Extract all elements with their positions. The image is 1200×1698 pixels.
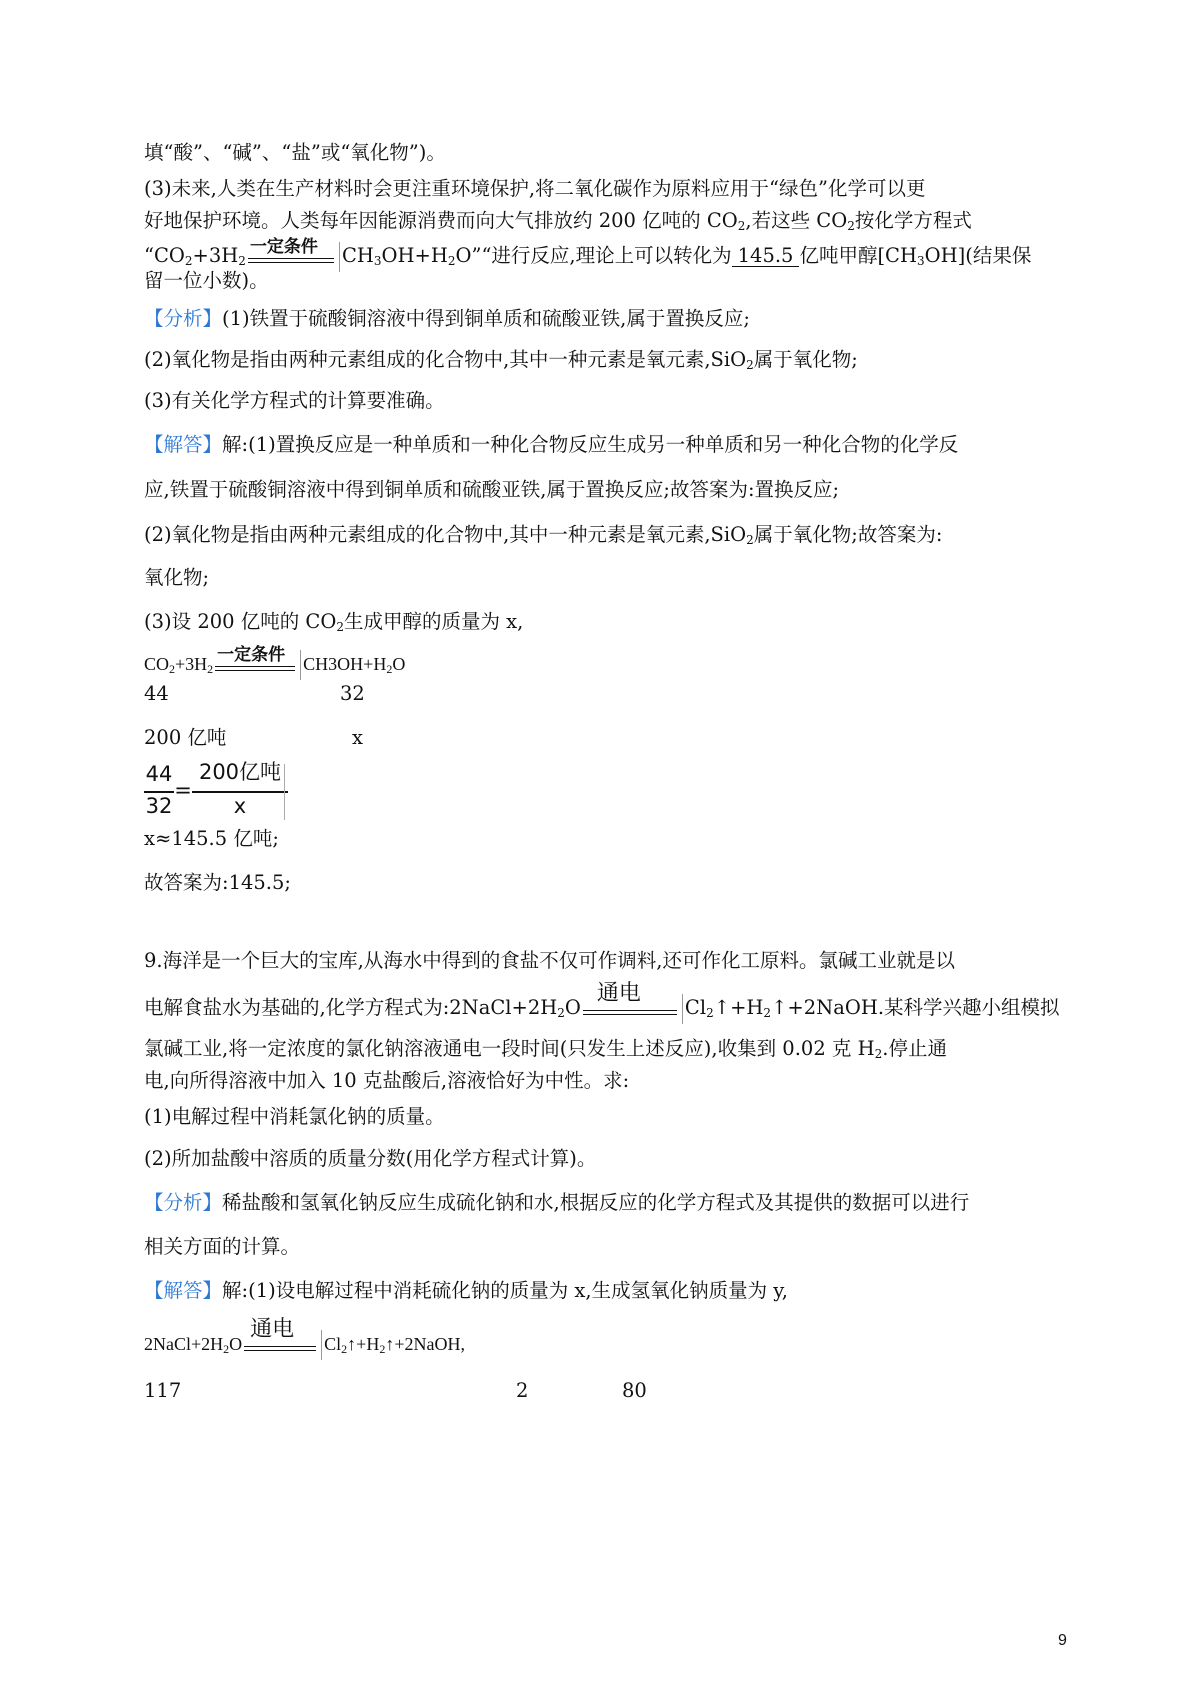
mass-value: x	[352, 726, 363, 749]
solution-line: (2)氧化物是指由两种元素组成的化合物中,其中一种元素是氧元素,SiO$_2$属于氧化物;故答案为:	[144, 523, 943, 547]
reaction-condition-arrow: 一定条件	[215, 646, 301, 682]
text-line: 填“酸”、“碱”、“盐”或“氧化物”)。	[144, 141, 446, 164]
mass-ratio: 32	[340, 682, 365, 705]
solution-line: 氧化物;	[144, 566, 210, 589]
answer-blank: 145.5	[732, 246, 800, 267]
solution-line: (3)设 200 亿吨的 $CO_2$生成甲醇的质量为 x,	[144, 610, 524, 634]
page-number: 9	[1058, 1632, 1067, 1649]
equation-line: $CO_2+3H_2$ 一定条件 $CH3OH+H_2O$	[144, 646, 405, 682]
mass-ratio: 44	[144, 682, 169, 705]
question-9-part: (2)所加盐酸中溶质的质量分数(用化学方程式计算)。	[144, 1147, 597, 1170]
question-9-line: 电解食盐水为基础的,化学方程式为$:2NaCl+2H_2O$ 通电 $Cl_2↑+H_2↑+2NaOH$.某科学兴趣小组模拟	[144, 990, 1060, 1026]
question-9-line: 氯碱工业,将一定浓度的氯化钠溶液通电一段时间(只发生上述反应),收集到 0.02 克 $H_2$.停止通	[144, 1037, 947, 1061]
mass-ratio: 80	[622, 1379, 647, 1402]
result-line: 故答案为:145.5;	[144, 871, 291, 894]
question-9-line: 9.海洋是一个巨大的宝库,从海水中得到的食盐不仅可作调料,还可作化工原料。氯碱工业就是以	[144, 949, 956, 972]
solution-line: 应,铁置于硫酸铜溶液中得到铜单质和硫酸亚铁,属于置换反应;故答案为:置换反应;	[144, 478, 840, 501]
text-line: 好地保护环境。人类每年因能源消费而向大气排放约 200 亿吨的 $CO_2$,若这些 $CO_2$按化学方程式	[144, 209, 972, 233]
mass-ratio: 2	[516, 1379, 529, 1402]
solution-tag: 【解答】	[144, 1279, 223, 1302]
mass-ratio: 117	[144, 1379, 182, 1402]
solution-tag: 【解答】	[144, 433, 223, 456]
solution-line: 【解答】解:(1)设电解过程中消耗硫化钠的质量为 x,生成氢氧化钠质量为 y,	[144, 1279, 788, 1302]
analysis-tag: 【分析】	[144, 307, 223, 330]
electrolysis-arrow: 通电	[244, 1326, 322, 1362]
analysis-tag: 【分析】	[144, 1191, 223, 1214]
question-9-line: 电,向所得溶液中加入 10 克盐酸后,溶液恰好为中性。求:	[144, 1069, 630, 1092]
mass-value: 200 亿吨	[144, 726, 227, 749]
proportion-fraction: 44 32 = 200亿吨 x	[144, 760, 292, 824]
analysis-line: (2)氧化物是指由两种元素组成的化合物中,其中一种元素是氧元素,SiO$_2$属于氧化物;	[144, 348, 858, 372]
analysis-line: (3)有关化学方程式的计算要准确。	[144, 389, 445, 412]
reaction-condition-arrow: 一定条件	[248, 238, 340, 274]
equation-line: $2NaCl+2H_2O$ 通电 $Cl_2↑+H_2↑+2NaOH$,	[144, 1326, 465, 1362]
result-line: x≈145.5 亿吨;	[144, 827, 279, 850]
question-9-part: (1)电解过程中消耗氯化钠的质量。	[144, 1105, 445, 1128]
analysis-line: 【分析】稀盐酸和氢氧化钠反应生成硫化钠和水,根据反应的化学方程式及其提供的数据可以进行	[144, 1191, 970, 1214]
text-line: 留一位小数)。	[144, 269, 269, 292]
text-line: (3)未来,人类在生产材料时会更注重环境保护,将二氧化碳作为原料应用于“绿色”化学可以更	[144, 177, 926, 200]
analysis-line: 【分析】(1)铁置于硫酸铜溶液中得到铜单质和硫酸亚铁,属于置换反应;	[144, 307, 750, 330]
text-line-equation: “$CO_2+3H_2$ 一定条件 $CH_3OH+H_2O”“$进行反应,理论上可以转化为 145.5 亿吨甲醇$[CH_3OH]$(结果保	[144, 238, 1031, 274]
electrolysis-arrow: 通电	[583, 990, 683, 1026]
analysis-line: 相关方面的计算。	[144, 1235, 301, 1258]
solution-line: 【解答】解:(1)置换反应是一种单质和一种化合物反应生成另一种单质和另一种化合物的化学反	[144, 433, 959, 456]
